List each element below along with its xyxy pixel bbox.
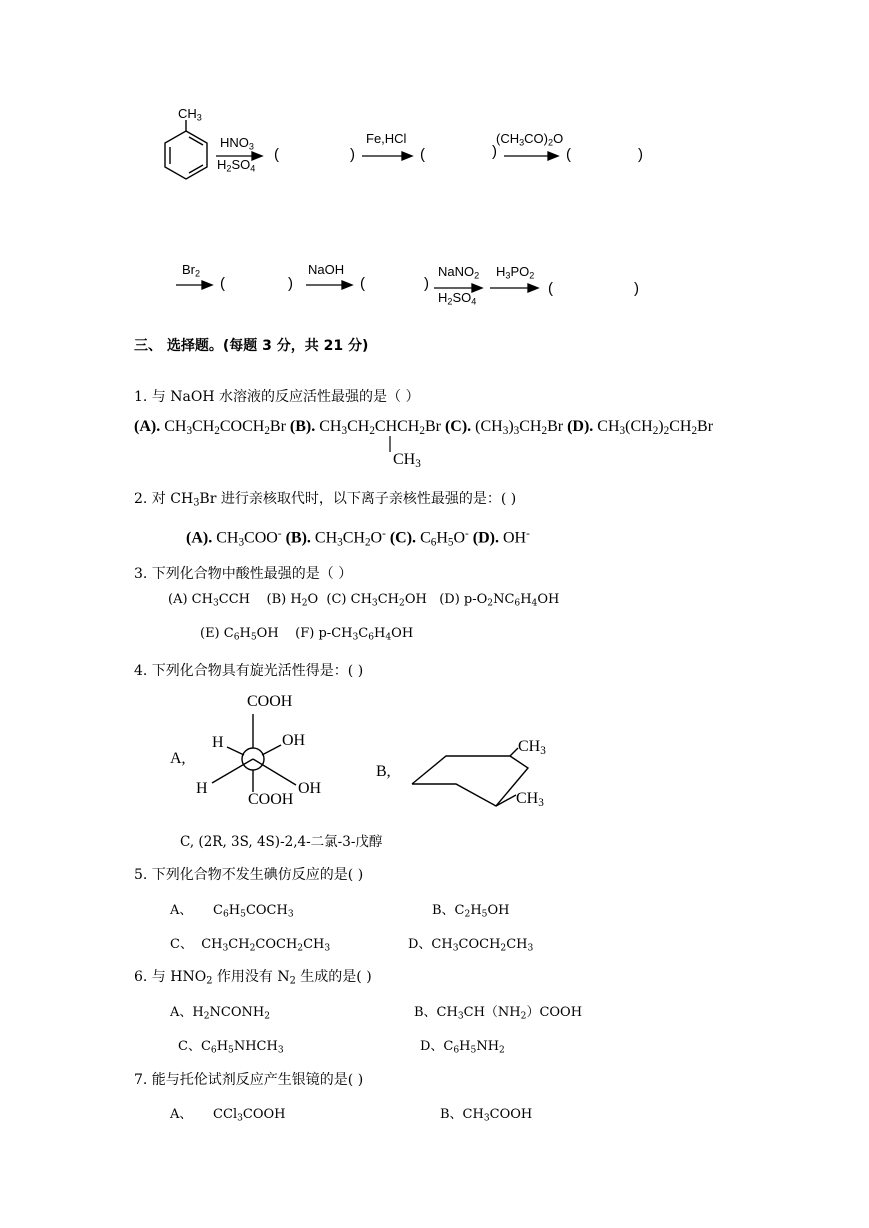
question-6-option-b: B、$CH_3CH(NH_2)COOH$ bbox=[414, 1005, 583, 1022]
reagent-h3po2: $H_3PO_2$ bbox=[496, 264, 535, 281]
blank-5-close: ) bbox=[424, 275, 429, 292]
question-6-stem: 6. 与 $HNO_2$ 作用没有 $N_2$ 生成的是( ) bbox=[134, 969, 372, 987]
question-7-option-b: B、$CH_3COOH$ bbox=[440, 1107, 533, 1124]
blank-6-open: ( bbox=[548, 280, 553, 297]
blank-3-open: ( bbox=[566, 146, 571, 163]
chair-ch3-lower: $CH_3$ bbox=[516, 790, 544, 809]
blank-2-open: ( bbox=[420, 146, 425, 163]
blank-2-close: ) bbox=[492, 143, 497, 160]
toluene-ring bbox=[165, 120, 207, 179]
reagent-nano2: NaNO$_2$ bbox=[438, 264, 480, 281]
newman-h-lower: H bbox=[196, 780, 208, 797]
question-5-stem: 5. 下列化合物不发生碘仿反应的是( ) bbox=[134, 867, 364, 883]
newman-cooh-top: COOH bbox=[247, 693, 293, 710]
blank-4-close: ) bbox=[288, 275, 293, 292]
blank-3-close: ) bbox=[638, 146, 643, 163]
newman-h-upper: H bbox=[212, 734, 224, 751]
methyl-label: $CH_3$ bbox=[178, 106, 202, 123]
blank-5-open: ( bbox=[360, 275, 365, 292]
question-7-stem: 7. 能与托伦试剂反应产生银镜的是( ) bbox=[134, 1072, 364, 1088]
newman-projection bbox=[212, 714, 296, 792]
section-title: 三、 选择题。(每题 3 分，共 21 分) bbox=[134, 338, 369, 354]
chair-ch3-upper: $CH_3$ bbox=[518, 738, 546, 757]
reagent-fe-hcl: Fe,HCl bbox=[366, 131, 407, 146]
question-7-option-a: A、 CCl$_3$COOH bbox=[170, 1107, 286, 1124]
cyclohexane-chair bbox=[412, 748, 528, 806]
question-3-options-row2: (E) $C_6H_5OH$ (F) $p-CH_3C_6H_4OH$ bbox=[200, 626, 414, 643]
question-2-stem: 2. 对 $CH_3Br$ 进行亲核取代时，以下离子亲核性最强的是：( ) bbox=[134, 491, 517, 509]
blank-1-close: ) bbox=[350, 146, 355, 163]
reagent-hno3: $HNO_3$ bbox=[220, 135, 254, 152]
question-5-option-b: B、$C_2H_5OH$ bbox=[432, 903, 510, 920]
question-6-option-a: A、$H_2NCONH_2$ bbox=[170, 1005, 271, 1022]
option-a-label: A, bbox=[170, 750, 186, 767]
question-2-options: (A). $CH_3COO^-$ (B). $CH_3CH_2O^-$ (C). $C_6H_5O^-$ (D). OH- bbox=[186, 528, 530, 549]
question-1-options: (A). $CH_3CH_2COCH_2Br$ (B). $CH_3CH_2CHCH_2Br$ (C). $(CH_3)_3CH_2Br$ (D). $CH_3(CH_2)_2CH_2Br$ bbox=[134, 418, 714, 437]
question-3-options-row1: (A) $CH_3CCH$ (B) $H_2O$ (C) $CH_3CH_2OH$ (D) $p-O_2NC_6H_4OH$ bbox=[168, 592, 560, 609]
option-c-text: C, (2R, 3S, 4S)-2,4-二氯-3-戊醇 bbox=[180, 834, 383, 850]
blank-1-open: ( bbox=[274, 146, 279, 163]
question-6-option-d: D、$C_6H_5NH_2$ bbox=[420, 1039, 505, 1056]
reagent-acetic-anhydride: $(CH_3CO)_2O$ bbox=[496, 131, 564, 148]
question-1-stem: 1. 与 NaOH 水溶液的反应活性最强的是（ ） bbox=[134, 389, 420, 405]
question-5-option-d: D、$CH_3COCH_2CH_3$ bbox=[408, 937, 534, 954]
blank-6-close: ) bbox=[634, 280, 639, 297]
newman-cooh-bottom: COOH bbox=[248, 791, 294, 808]
question-5-option-a: A、 $C_6H_5COCH_3$ bbox=[170, 903, 294, 920]
reagent-h2so4: $H_2SO_4$ bbox=[217, 157, 256, 174]
question-3-stem: 3. 下列化合物中酸性最强的是（ ） bbox=[134, 566, 353, 582]
newman-oh-upper: OH bbox=[282, 732, 306, 749]
newman-oh-lower: OH bbox=[298, 780, 322, 797]
question-1-branch-methyl: $CH_3$ bbox=[393, 451, 421, 470]
question-5-option-c: C、 $CH_3CH_2COCH_2CH_3$ bbox=[170, 937, 331, 954]
reagent-h2so4-2: $H_2SO_4$ bbox=[438, 290, 477, 307]
question-6-option-c: C、$C_6H_5NHCH_3$ bbox=[178, 1039, 284, 1056]
blank-4-open: ( bbox=[220, 275, 225, 292]
reagent-br2: $Br_2$ bbox=[182, 262, 201, 279]
option-b-label: B, bbox=[376, 763, 391, 780]
question-4-stem: 4. 下列化合物具有旋光活性得是：( ) bbox=[134, 663, 364, 679]
reagent-naoh: NaOH bbox=[308, 262, 345, 277]
